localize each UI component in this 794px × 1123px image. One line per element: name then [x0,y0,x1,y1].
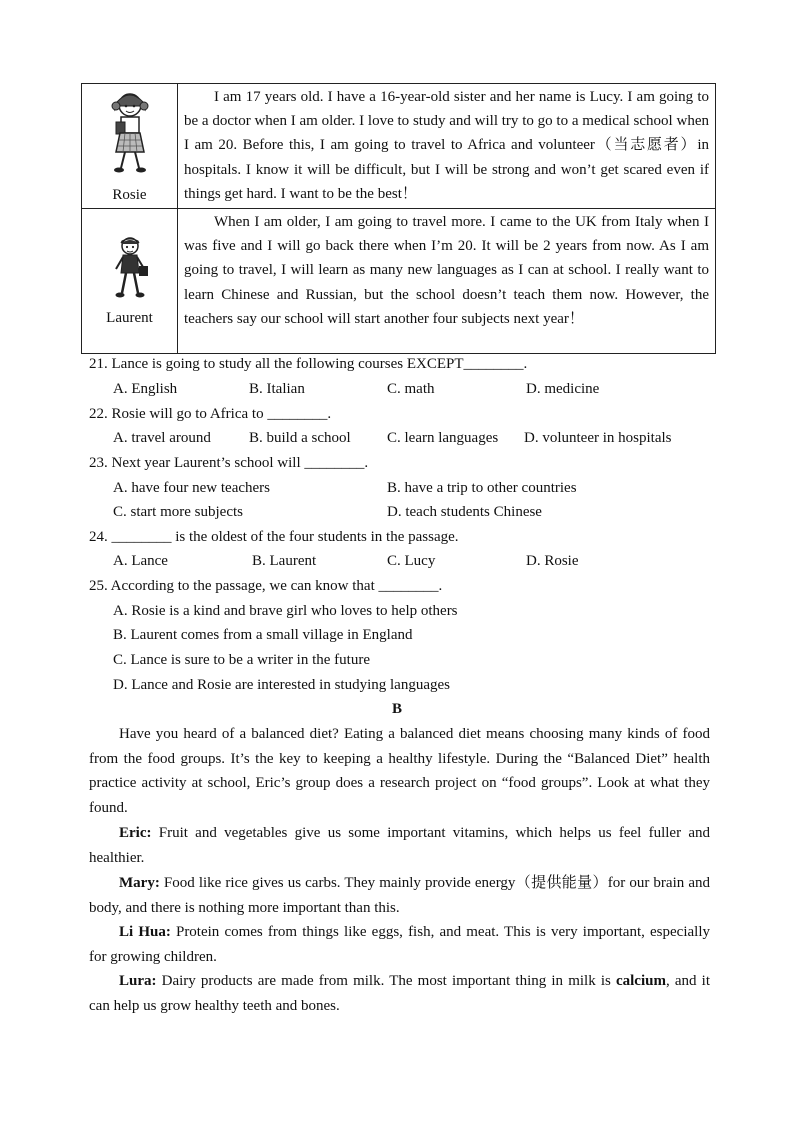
speaker-text: Protein comes from things like eggs, fish, and meat. This is very important, especially for growing children. [89,924,710,965]
text-cell [178,84,716,209]
speaker-text: Fruit and vegetables give us some important vitamins, which helps us feel fuller and healthier. [89,825,710,866]
section-heading: B [391,701,402,717]
portrait-cell [82,84,178,209]
laurent-paragraph: When I am older, I am going to travel more. I came to the UK from Italy when I was five and I will go back there when I’m 20. It will be 2 years from now. As I am going to travel, I will learn as many new languages as I can at school. I really want to learn Chinese and Russian, but the school doesn’t teach them now. However, the teachers say our school will start another four subjects next year！ [184,214,709,327]
table-row [82,84,716,209]
speaker-paragraph-mary [89,871,710,920]
q21-option-a: A. English [113,381,178,397]
rosie-paragraph: I am 17 years old. I have a 16-year-old sister and her name is Lucy. I am going to be a doctor when I am older. I love to study and will try to go to a medical school when I am 20. Before this, I am going to travel to Africa and volunteer（当志愿者）in hospitals. I know it will be difficult, but I will be strong and won’t get scared even if things get hard. I want to be the best！ [184,89,709,202]
question-25: 25. According to the passage, we can know that ________. [89,578,443,594]
speaker-text: Dairy products are made from milk. The most important thing in milk is [156,973,616,989]
q21-option-d: D. medicine [526,381,600,397]
speaker-name: Lura: [119,973,157,989]
speaker-paragraph-li-hua [89,920,710,969]
speaker-text-end: , and it can help us grow healthy teeth and bones. [89,973,710,1014]
students-table [81,83,716,354]
q25-option-d: D. Lance and Rosie are interested in studying languages [113,677,450,693]
girl-illustration-icon [107,90,153,176]
q21-option-b: B. Italian [249,381,305,397]
question-21: 21. Lance is going to study all the following courses EXCEPT________. [89,356,528,372]
q24-option-a: A. Lance [113,553,168,569]
q22-option-b: B. build a school [249,430,351,446]
table-row [82,209,716,354]
intro-paragraph: Have you heard of a balanced diet? Eating a balanced diet means choosing many kinds of food from the food groups. It’s the key to keeping a healthy lifestyle. During the “Balanced Diet” health practice activity at school, Eric’s group does a research project on “food groups”. Look at what they found. [89,726,710,816]
q22-option-c: C. learn languages [387,430,499,446]
q24-option-c: C. Lucy [387,553,436,569]
portrait-cell [82,209,178,354]
speaker-paragraph-eric [89,821,710,870]
q23-option-b: B. have a trip to other countries [387,480,577,496]
q24-option-b: B. Laurent [252,553,317,569]
student-name-rosie: Rosie [112,187,147,204]
q25-option-c: C. Lance is sure to be a writer in the future [113,652,370,668]
question-22: 22. Rosie will go to Africa to ________. [89,406,332,422]
speaker-text: Food like rice gives us carbs. They mainly provide energy（提供能量）for our brain and body, and there is nothing more important than this. [89,875,710,916]
question-24: 24. ________ is the oldest of the four students in the passage. [89,529,459,545]
speaker-paragraph-lura [89,969,710,1018]
q25-option-b: B. Laurent comes from a small village in England [113,627,413,643]
speaker-name: Li Hua: [119,924,171,940]
q25-option-a: A. Rosie is a kind and brave girl who loves to help others [113,603,458,619]
keyword-calcium: calcium [615,973,666,989]
q22-option-a: A. travel around [113,430,211,446]
boy-illustration-icon [110,235,150,301]
q23-option-d: D. teach students Chinese [387,504,542,520]
q23-option-c: C. start more subjects [113,504,243,520]
text-cell [178,209,716,354]
q22-option-d: D. volunteer in hospitals [524,430,672,446]
q23-option-a: A. have four new teachers [113,480,271,496]
q21-option-c: C. math [387,381,435,397]
student-name-laurent: Laurent [106,310,153,327]
speaker-name: Eric: [119,825,152,841]
speaker-name: Mary: [119,875,160,891]
q24-option-d: D. Rosie [526,553,579,569]
question-23: 23. Next year Laurent’s school will ________. [89,455,369,471]
